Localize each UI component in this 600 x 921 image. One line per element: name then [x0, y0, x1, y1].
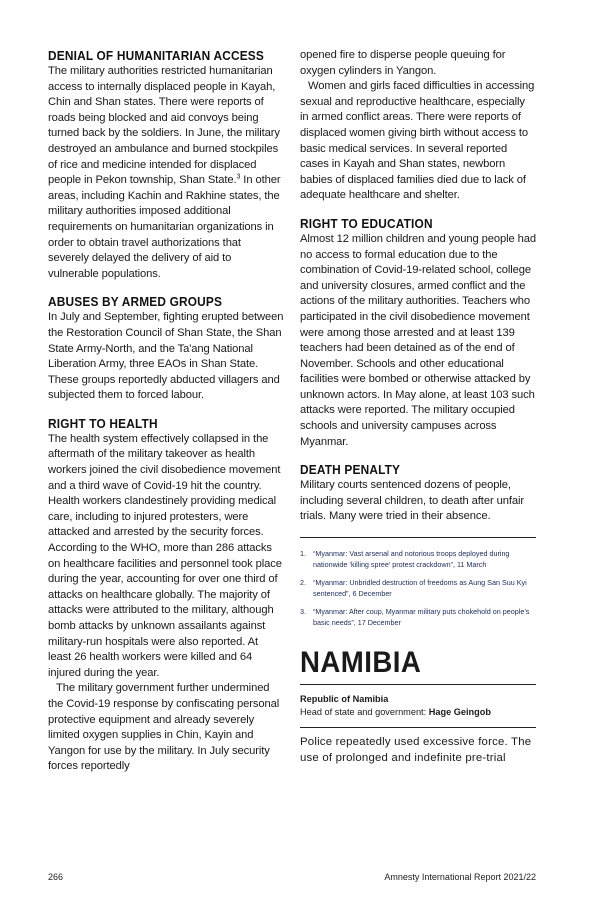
- section-paragraph: The military authorities restricted humanitarian access to internally displaced people in Kayah, Chin and Shan states. There were reports of roads being blocked and aid convoys being turned back by the soldiers. In June, the military destroyed an ambulance and burned stockpiles of rice and medicine intended for displaced people in Pekon township, Shan State.$^3$ In other areas, including Kachin and Rakhine states, the military authorities imposed additional requirements on humanitarian organizations in order to obtain travel authorizations that severely delayed the delivery of aid to vulnerable populations.: [48, 65, 281, 280]
- section-paragraph: The health system effectively collapsed in the aftermath of the military takeover as health workers joined the civil disobedience movement and a third wave of Covid-19 hit the country. Health workers clandestinely providing medical care, including to injured protesters, were attacked and arrested by the security forces. According to the WHO, more than 286 attacks on healthcare facilities and personnel took place during the year, accounting for over one third of attacks on healthcare globally. The majority of attacks were attributed to the military, although bomb attacks by unknown assailants against military-run hospitals were also reported. At least 26 health workers were killed and 64 injured during the year.: [48, 432, 282, 679]
- footnote-text[interactable]: “Myanmar: After coup, Myanmar military puts chokehold on people’s basic needs”, 17 December: [313, 607, 530, 628]
- country-official-name: Republic of Namibia: [300, 694, 389, 705]
- footnotes-list: [300, 548, 536, 628]
- footnote-number: 3.: [300, 607, 306, 617]
- section-heading: RIGHT TO EDUCATION: [300, 215, 433, 231]
- section-humanitarian-access: [48, 48, 284, 282]
- summary-divider: [300, 727, 536, 728]
- section-paragraph: Almost 12 million children and young people had no access to formal education due to the combination of Covid-19-related school, college and university closures, armed conflict and the actions of the military authorities. Teachers who participated in the civil disobedience movement were among those arrested and at least 139 teachers had been detained as of the end of November. Schools and other educational facilities were bombed or otherwise attacked by unknown actors. In May alone, at least 103 such attacks were reported. The military occupied schools and university campuses across Myanmar.: [300, 232, 536, 448]
- section-paragraph: Military courts sentenced dozens of people, including several children, to death after unfair trials. Many were tried in their absence.: [300, 479, 524, 523]
- section-paragraph: In July and September, fighting erupted between the Restoration Council of Shan State, the Shan State Army-North, and the Ta'ang National Liberation Army, three EAOs in Shan State. These groups reportedly abducted villagers and subjected them to forced labour.: [48, 311, 284, 402]
- section-right-to-health: [48, 416, 284, 775]
- section-heading: RIGHT TO HEALTH: [48, 415, 158, 431]
- section-right-to-education: [300, 216, 536, 450]
- footnote-text[interactable]: “Myanmar: Vast arsenal and notorious troops deployed during nationwide ‘killing spree’ protest crackdown”, 11 March: [313, 549, 510, 570]
- footnote-text[interactable]: “Myanmar: Unbridled destruction of freedoms as Aung San Suu Kyi sentenced”, 6 December: [313, 578, 527, 599]
- right-column: [300, 48, 536, 766]
- footnote-item: [300, 577, 536, 599]
- footnote-ref[interactable]: 3: [236, 173, 241, 181]
- country-title: NAMIBIA: [300, 646, 422, 680]
- section-armed-groups: [48, 294, 284, 404]
- section-paragraph: Women and girls faced difficulties in accessing sexual and reproductive healthcare, especially in armed conflict areas. There were reports of displaced women giving birth without access to basic medical services. In several reported cases in Kayah and Shan states, newborn babies of displaced families died due to lack of adequate healthcare and shelter.: [300, 80, 535, 202]
- health-continuation: [300, 48, 536, 204]
- section-death-penalty: [300, 462, 536, 525]
- report-title: Amnesty International Report 2021/22: [384, 872, 536, 882]
- section-heading: ABUSES BY ARMED GROUPS: [48, 294, 223, 310]
- footnote-number: 2.: [300, 578, 306, 588]
- footnote-item: [300, 548, 536, 570]
- country-head-of-state: Head of state and government: Hage Geingob: [300, 707, 491, 718]
- footnotes-divider: [300, 537, 536, 538]
- country-summary: Police repeatedly used excessive force. The use of prolonged and indefinite pre-trial: [300, 736, 532, 765]
- section-paragraph: The military government further undermined the Covid-19 response by confiscating personal protective equipment and already severely limited oxygen supplies in Chin, Kayin and Yangon for use by the military. In July security forces reportedly: [48, 682, 280, 773]
- page-number: 266: [48, 872, 64, 882]
- section-paragraph: opened fire to disperse people queuing for oxygen cylinders in Yangon.: [300, 49, 506, 77]
- section-heading: DENIAL OF HUMANITARIAN ACCESS: [48, 48, 264, 63]
- country-divider: [300, 684, 536, 685]
- section-heading: DEATH PENALTY: [300, 462, 401, 478]
- footnote-item: [300, 606, 536, 628]
- left-column: [48, 48, 284, 787]
- footnote-number: 1.: [300, 549, 306, 559]
